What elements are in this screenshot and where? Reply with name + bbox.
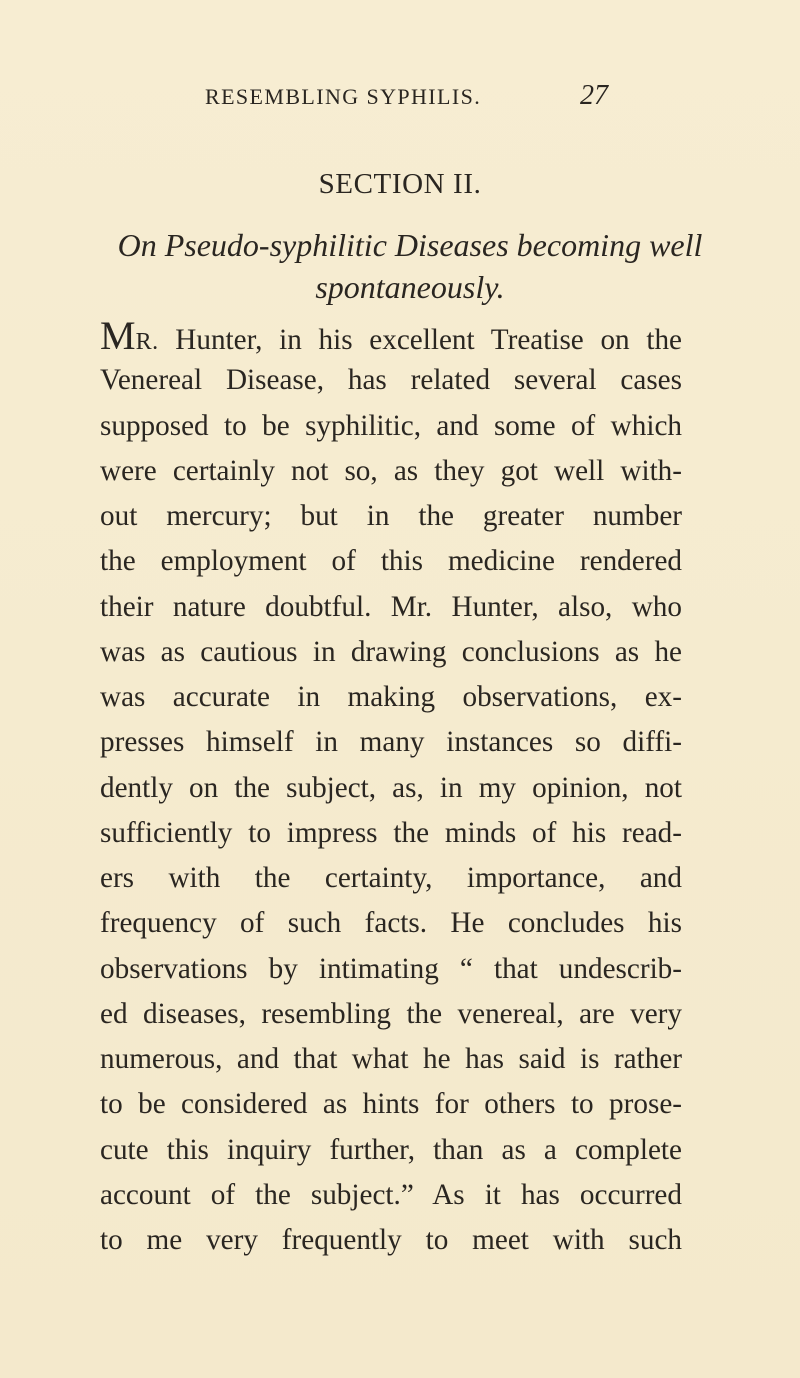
opening-smallcaps: R. [135, 329, 159, 355]
text-line-12: sufficiently to impress the minds of his read- [100, 816, 682, 849]
text-line-10: presses himself in many instances so diffi- [100, 726, 682, 759]
text-line-9: was accurate in making observations, ex- [100, 681, 682, 713]
text-line-16: ed diseases, resembling the venereal, are very [100, 997, 682, 1030]
page-number: 27 [580, 80, 608, 111]
section-heading: SECTION II. [318, 168, 482, 200]
section-title-line-2: spontaneously. [315, 269, 505, 305]
text-line-8: was as cautious in drawing conclusions as he [100, 635, 682, 668]
running-head: RESEMBLING SYPHILIS. [205, 84, 482, 109]
text-line-20: account of the subject.” As it has occurred [100, 1178, 682, 1211]
text-line-17: numerous, and that what he has said is rather [100, 1043, 682, 1075]
text-line-3: supposed to be syphilitic, and some of which [100, 409, 682, 442]
text-line-2: Venereal Disease, has related several cases [100, 364, 682, 397]
text-line-1-rest: Hunter, in his excellent Treatise on the [158, 324, 682, 356]
section-title [100, 224, 720, 308]
text-line-1 [100, 313, 682, 358]
text-line-15: observations by intimating “ that undescrib- [100, 952, 682, 985]
text-line-11: dently on the subject, as, in my opinion, not [100, 771, 682, 804]
opening-capital: M [100, 313, 136, 358]
text-line-4: were certainly not so, as they got well with- [100, 454, 682, 487]
text-line-13: ers with the certainty, importance, and [100, 862, 682, 894]
text-line-5: out mercury; but in the greater number [100, 500, 682, 532]
text-line-21: to me very frequently to meet with such [100, 1224, 682, 1256]
text-line-6: the employment of this medicine rendered [100, 545, 682, 578]
text-line-14: frequency of such facts. He concludes his [100, 907, 682, 940]
text-line-7: their nature doubtful. Mr. Hunter, also, who [100, 590, 682, 623]
section-title-line-1: On Pseudo-syphilitic Diseases becoming well [117, 227, 703, 263]
body-paragraph [100, 313, 682, 1263]
text-line-19: cute this inquiry further, than as a complete [100, 1133, 682, 1166]
text-line-18: to be considered as hints for others to prose- [100, 1088, 682, 1121]
